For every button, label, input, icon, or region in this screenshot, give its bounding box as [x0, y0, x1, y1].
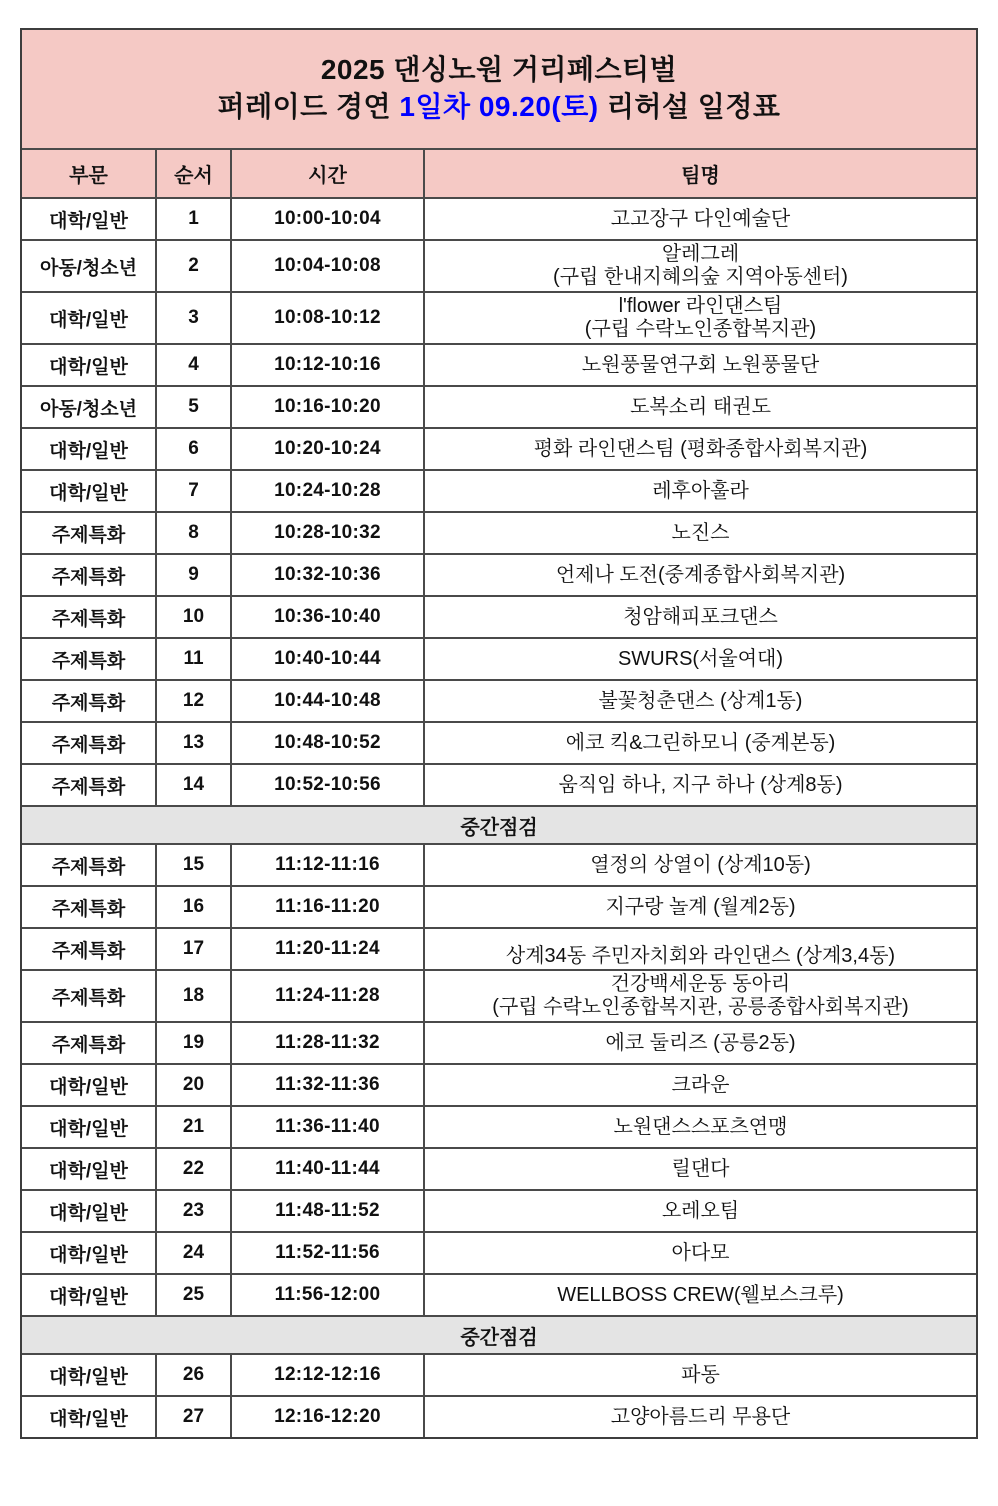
team-cell [423, 199, 976, 239]
table-row [22, 427, 976, 469]
team-cell [423, 1397, 976, 1437]
title-band [22, 30, 976, 148]
section-label: 중간점검 [460, 1326, 538, 1349]
table-row [22, 291, 976, 343]
table-body [22, 197, 976, 1437]
team-name: 오레오팀 [661, 1199, 740, 1222]
time-cell: 10:48-10:52 [230, 723, 423, 763]
team-name: 평화 라인댄스팀 (평화종합사회복지관) [533, 437, 868, 460]
time-cell: 11:20-11:24 [230, 929, 423, 969]
time-cell: 11:36-11:40 [230, 1107, 423, 1147]
team-cell [423, 723, 976, 763]
time-cell: 10:28-10:32 [230, 513, 423, 553]
team-name: SWURS(서울여대) [617, 647, 784, 670]
table-row [22, 679, 976, 721]
team-name: 상계34동 주민자치회와 라인댄스 (상계3,4동) [505, 945, 896, 967]
team-cell [423, 1355, 976, 1395]
team-org: (구립 수락노인종합복지관) [584, 318, 817, 340]
team-cell [423, 845, 976, 885]
team-name: 노진스 [671, 521, 730, 544]
table-row [22, 385, 976, 427]
table-row [22, 763, 976, 805]
category-cell: 주제특화 [51, 650, 126, 672]
order-cell: 6 [155, 429, 230, 469]
team-name: 크라운 [671, 1073, 730, 1096]
table-row [22, 721, 976, 763]
time-cell: 11:40-11:44 [230, 1149, 423, 1189]
table-row [22, 885, 976, 927]
category-cell: 주제특화 [51, 987, 126, 1009]
team-name: 에코 킥&그린하모니 (중계본동) [565, 731, 836, 754]
category-cell: 주제특화 [51, 524, 126, 546]
team-cell [423, 1107, 976, 1147]
team-name: 에코 둘리즈 (공릉2동) [605, 1031, 796, 1054]
time-cell: 10:16-10:20 [230, 387, 423, 427]
category-cell: 주제특화 [51, 566, 126, 588]
team-name: 청암해피포크댄스 [623, 605, 778, 628]
order-cell: 10 [155, 597, 230, 637]
team-cell [423, 681, 976, 721]
table-row [22, 969, 976, 1021]
team-name: 지구랑 놀계 (월계2동) [605, 895, 796, 918]
section-row [22, 1315, 976, 1353]
team-org: (구립 한내지혜의숲 지역아동센터) [553, 266, 848, 288]
time-cell: 11:16-11:20 [230, 887, 423, 927]
time-cell: 10:08-10:12 [230, 293, 423, 343]
team-name: 언제나 도전(중계종합사회복지관) [555, 563, 846, 586]
team-cell [423, 929, 976, 969]
time-cell: 10:40-10:44 [230, 639, 423, 679]
column-header-time: 시간 [230, 150, 423, 197]
time-cell: 11:28-11:32 [230, 1023, 423, 1063]
table-row [22, 1147, 976, 1189]
team-cell [423, 555, 976, 595]
team-name: 움직임 하나, 지구 하나 (상계8동) [558, 773, 843, 796]
category-cell: 아동/청소년 [39, 398, 138, 420]
time-cell: 10:32-10:36 [230, 555, 423, 595]
order-cell: 2 [155, 241, 230, 291]
time-cell: 11:52-11:56 [230, 1233, 423, 1273]
team-cell [423, 1023, 976, 1063]
team-name: 건강백세운동 동아리 [610, 973, 791, 995]
team-name: 알레그레 [661, 243, 740, 265]
team-cell [423, 471, 976, 511]
category-cell: 대학/일반 [49, 1366, 128, 1388]
category-cell: 대학/일반 [49, 1118, 128, 1140]
order-cell: 21 [155, 1107, 230, 1147]
team-name: 고양아름드리 무용단 [610, 1405, 791, 1428]
category-cell: 주제특화 [51, 898, 126, 920]
table-row [22, 511, 976, 553]
order-cell: 4 [155, 345, 230, 385]
time-cell: 12:16-12:20 [230, 1397, 423, 1437]
page-title-line2 [218, 89, 781, 126]
column-header-team: 팀명 [423, 150, 976, 197]
team-name: 불꽃청춘댄스 (상계1동) [598, 689, 803, 712]
table-row [22, 1021, 976, 1063]
order-cell: 22 [155, 1149, 230, 1189]
team-name: 고고장구 다인예술단 [610, 207, 791, 230]
table-row [22, 239, 976, 291]
time-cell: 11:48-11:52 [230, 1191, 423, 1231]
table-header-row [22, 148, 976, 197]
order-cell: 14 [155, 765, 230, 805]
category-cell: 대학/일반 [49, 1286, 128, 1308]
time-cell: 10:36-10:40 [230, 597, 423, 637]
order-cell: 16 [155, 887, 230, 927]
team-cell [423, 293, 976, 343]
table-row [22, 553, 976, 595]
team-cell [423, 429, 976, 469]
team-name: 노원댄스스포츠연맹 [613, 1115, 788, 1138]
order-cell: 1 [155, 199, 230, 239]
team-cell [423, 1065, 976, 1105]
category-cell: 대학/일반 [49, 1244, 128, 1266]
category-cell: 대학/일반 [49, 440, 128, 462]
title-line2-highlight: 1일차 09.20(토) [399, 91, 599, 122]
team-cell [423, 971, 976, 1021]
time-cell: 11:12-11:16 [230, 845, 423, 885]
order-cell: 13 [155, 723, 230, 763]
order-cell: 7 [155, 471, 230, 511]
time-cell: 10:04-10:08 [230, 241, 423, 291]
team-org: (구립 수락노인종합복지관, 공릉종합사회복지관) [492, 996, 909, 1018]
table-row [22, 1105, 976, 1147]
team-name: l'flower 라인댄스팀 [618, 295, 783, 317]
team-name: WELLBOSS CREW(웰보스크루) [557, 1283, 844, 1306]
order-cell: 12 [155, 681, 230, 721]
table-row [22, 1231, 976, 1273]
category-cell: 대학/일반 [49, 1076, 128, 1098]
time-cell: 11:24-11:28 [230, 971, 423, 1021]
team-cell [423, 639, 976, 679]
order-cell: 17 [155, 929, 230, 969]
team-name: 열정의 상열이 (상계10동) [590, 853, 811, 876]
team-cell [423, 1275, 976, 1315]
order-cell: 25 [155, 1275, 230, 1315]
time-cell: 10:20-10:24 [230, 429, 423, 469]
category-cell: 주제특화 [51, 1034, 126, 1056]
category-cell: 대학/일반 [49, 309, 128, 331]
column-header-category: 부문 [69, 165, 108, 187]
time-cell: 10:44-10:48 [230, 681, 423, 721]
team-cell [423, 597, 976, 637]
team-cell [423, 513, 976, 553]
team-cell [423, 1233, 976, 1273]
team-name: 릴댄다 [671, 1157, 730, 1180]
table-row [22, 1063, 976, 1105]
team-cell [423, 887, 976, 927]
category-cell: 주제특화 [51, 692, 126, 714]
table-row [22, 927, 976, 969]
order-cell: 5 [155, 387, 230, 427]
category-cell: 대학/일반 [49, 210, 128, 232]
category-cell: 주제특화 [51, 776, 126, 798]
category-cell: 대학/일반 [49, 356, 128, 378]
time-cell: 10:24-10:28 [230, 471, 423, 511]
table-row [22, 843, 976, 885]
table-row [22, 595, 976, 637]
order-cell: 18 [155, 971, 230, 1021]
time-cell: 10:12-10:16 [230, 345, 423, 385]
table-row [22, 469, 976, 511]
category-cell: 대학/일반 [49, 482, 128, 504]
page-title-line1: 2025 댄싱노원 거리페스티벌 [320, 54, 678, 86]
order-cell: 23 [155, 1191, 230, 1231]
table-row [22, 1395, 976, 1437]
column-header-order: 순서 [155, 150, 230, 197]
team-cell [423, 387, 976, 427]
table-row [22, 1189, 976, 1231]
team-cell [423, 345, 976, 385]
table-row [22, 637, 976, 679]
category-cell: 주제특화 [51, 940, 126, 962]
table-row [22, 1353, 976, 1395]
order-cell: 26 [155, 1355, 230, 1395]
table-row [22, 1273, 976, 1315]
team-name: 아다모 [671, 1241, 730, 1264]
order-cell: 9 [155, 555, 230, 595]
order-cell: 15 [155, 845, 230, 885]
team-name: 도복소리 태권도 [630, 395, 771, 418]
order-cell: 20 [155, 1065, 230, 1105]
time-cell: 11:32-11:36 [230, 1065, 423, 1105]
category-cell: 대학/일반 [49, 1160, 128, 1182]
time-cell: 12:12-12:16 [230, 1355, 423, 1395]
category-cell: 주제특화 [51, 856, 126, 878]
schedule-table [20, 28, 978, 1439]
order-cell: 24 [155, 1233, 230, 1273]
category-cell: 주제특화 [51, 608, 126, 630]
table-row [22, 197, 976, 239]
time-cell: 10:52-10:56 [230, 765, 423, 805]
title-line2-suffix: 리허설 일정표 [598, 91, 781, 122]
order-cell: 19 [155, 1023, 230, 1063]
section-label: 중간점검 [460, 816, 538, 839]
time-cell: 11:56-12:00 [230, 1275, 423, 1315]
team-name: 노원풍물연구회 노원풍물단 [581, 353, 820, 376]
section-row [22, 805, 976, 843]
team-name: 파동 [681, 1363, 720, 1386]
category-cell: 아동/청소년 [39, 257, 138, 279]
category-cell: 주제특화 [51, 734, 126, 756]
team-cell [423, 1149, 976, 1189]
team-name: 레후아훌라 [652, 479, 749, 502]
order-cell: 27 [155, 1397, 230, 1437]
order-cell: 3 [155, 293, 230, 343]
team-cell [423, 765, 976, 805]
table-row [22, 343, 976, 385]
category-cell: 대학/일반 [49, 1408, 128, 1430]
order-cell: 11 [155, 639, 230, 679]
team-cell [423, 241, 976, 291]
time-cell: 10:00-10:04 [230, 199, 423, 239]
title-line2-prefix: 퍼레이드 경연 [217, 91, 400, 122]
category-cell: 대학/일반 [49, 1202, 128, 1224]
order-cell: 8 [155, 513, 230, 553]
team-cell [423, 1191, 976, 1231]
